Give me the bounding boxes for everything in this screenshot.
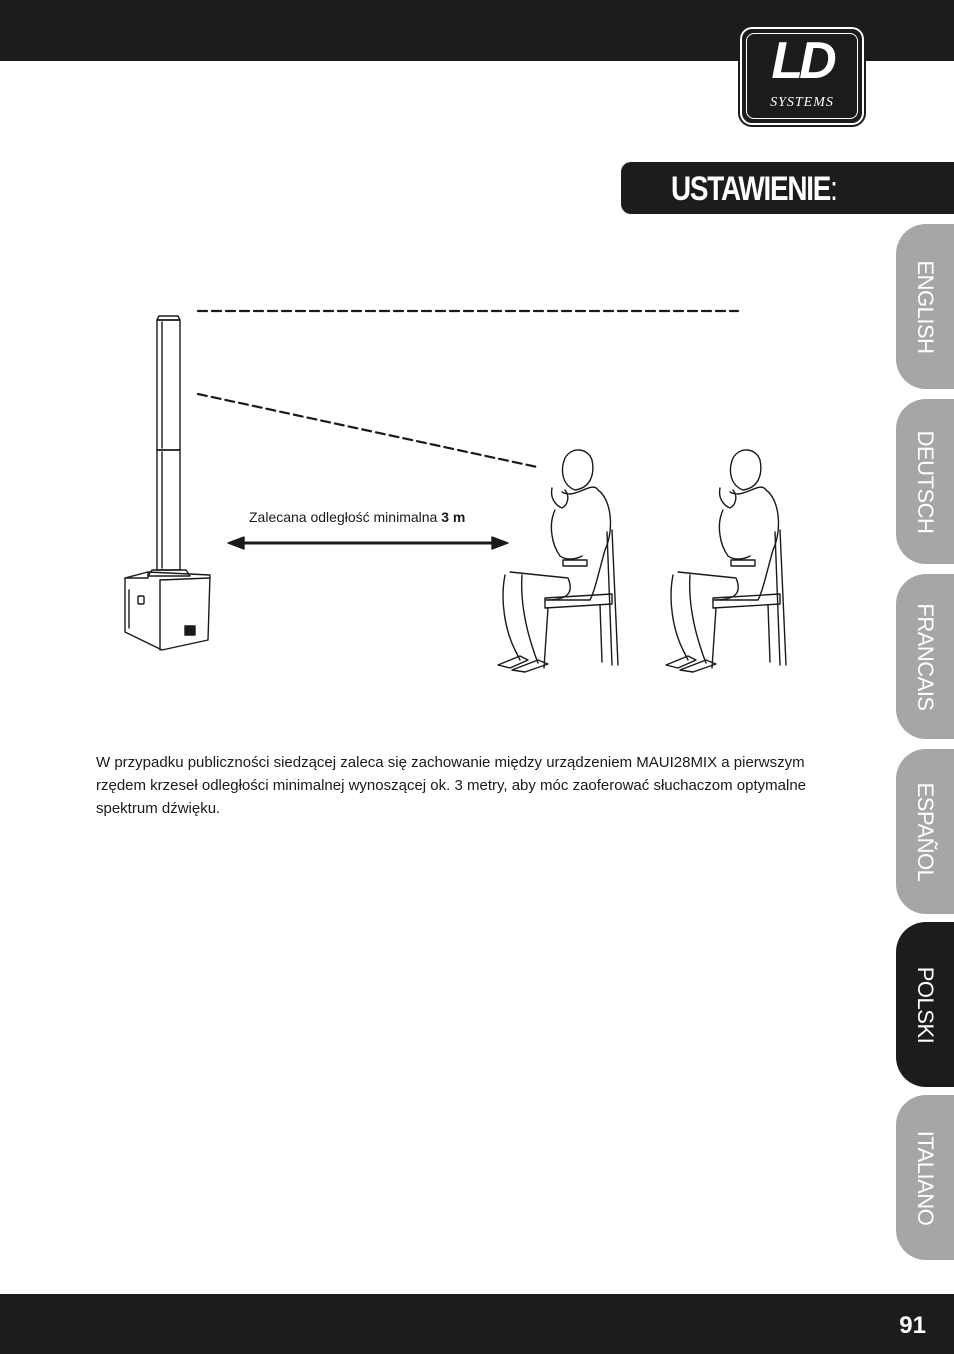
- tab-label-english: ENGLISH: [913, 259, 938, 354]
- tab-label-polski: POLSKI: [913, 966, 938, 1043]
- tab-polski[interactable]: [896, 922, 954, 1087]
- tab-francais[interactable]: [896, 574, 954, 739]
- ld-systems-logo: [740, 27, 864, 125]
- page-number: 91: [899, 1312, 926, 1339]
- section-title-colon: :: [830, 170, 837, 208]
- speaker-column-icon: [148, 316, 190, 576]
- bottom-bar: [0, 1294, 954, 1354]
- subwoofer-icon: [125, 572, 210, 650]
- distance-label-text: Zalecana odległość minimalna: [249, 509, 438, 525]
- seated-person-icon: [498, 450, 618, 672]
- coverage-line-angled: [198, 394, 537, 467]
- tab-english[interactable]: [896, 224, 954, 389]
- seated-person-icon: [666, 450, 786, 672]
- tab-label-francais: FRANCAIS: [913, 602, 938, 711]
- tab-label-espanol: ESPAÑOL: [913, 782, 938, 881]
- tab-label-deutsch: DEUTSCH: [913, 430, 938, 533]
- tab-italiano[interactable]: [896, 1095, 954, 1260]
- section-title: [671, 170, 837, 209]
- tab-label-italiano: ITALIANO: [913, 1130, 938, 1225]
- distance-label: [249, 509, 465, 525]
- tab-deutsch[interactable]: [896, 399, 954, 564]
- section-header: [621, 162, 954, 214]
- logo-sub-text: SYSTEMS: [770, 95, 834, 110]
- distance-arrow-icon: [228, 537, 508, 549]
- logo-main-text: LD: [771, 32, 833, 90]
- body-paragraph: W przypadku publiczności siedzącej zaleca się zachowanie między urządzeniem MAUI28MIX a pierwszym rzędem krzeseł odległości minimalnej wynoszącej ok. 3 metry, aby móc zaoferować słuchaczom optymalne spektrum dźwięku.: [96, 754, 807, 817]
- tab-espanol[interactable]: [896, 749, 954, 914]
- section-title-text: USTAWIENIE: [671, 170, 831, 208]
- distance-value: 3 m: [441, 509, 466, 525]
- setup-illustration: [90, 290, 830, 690]
